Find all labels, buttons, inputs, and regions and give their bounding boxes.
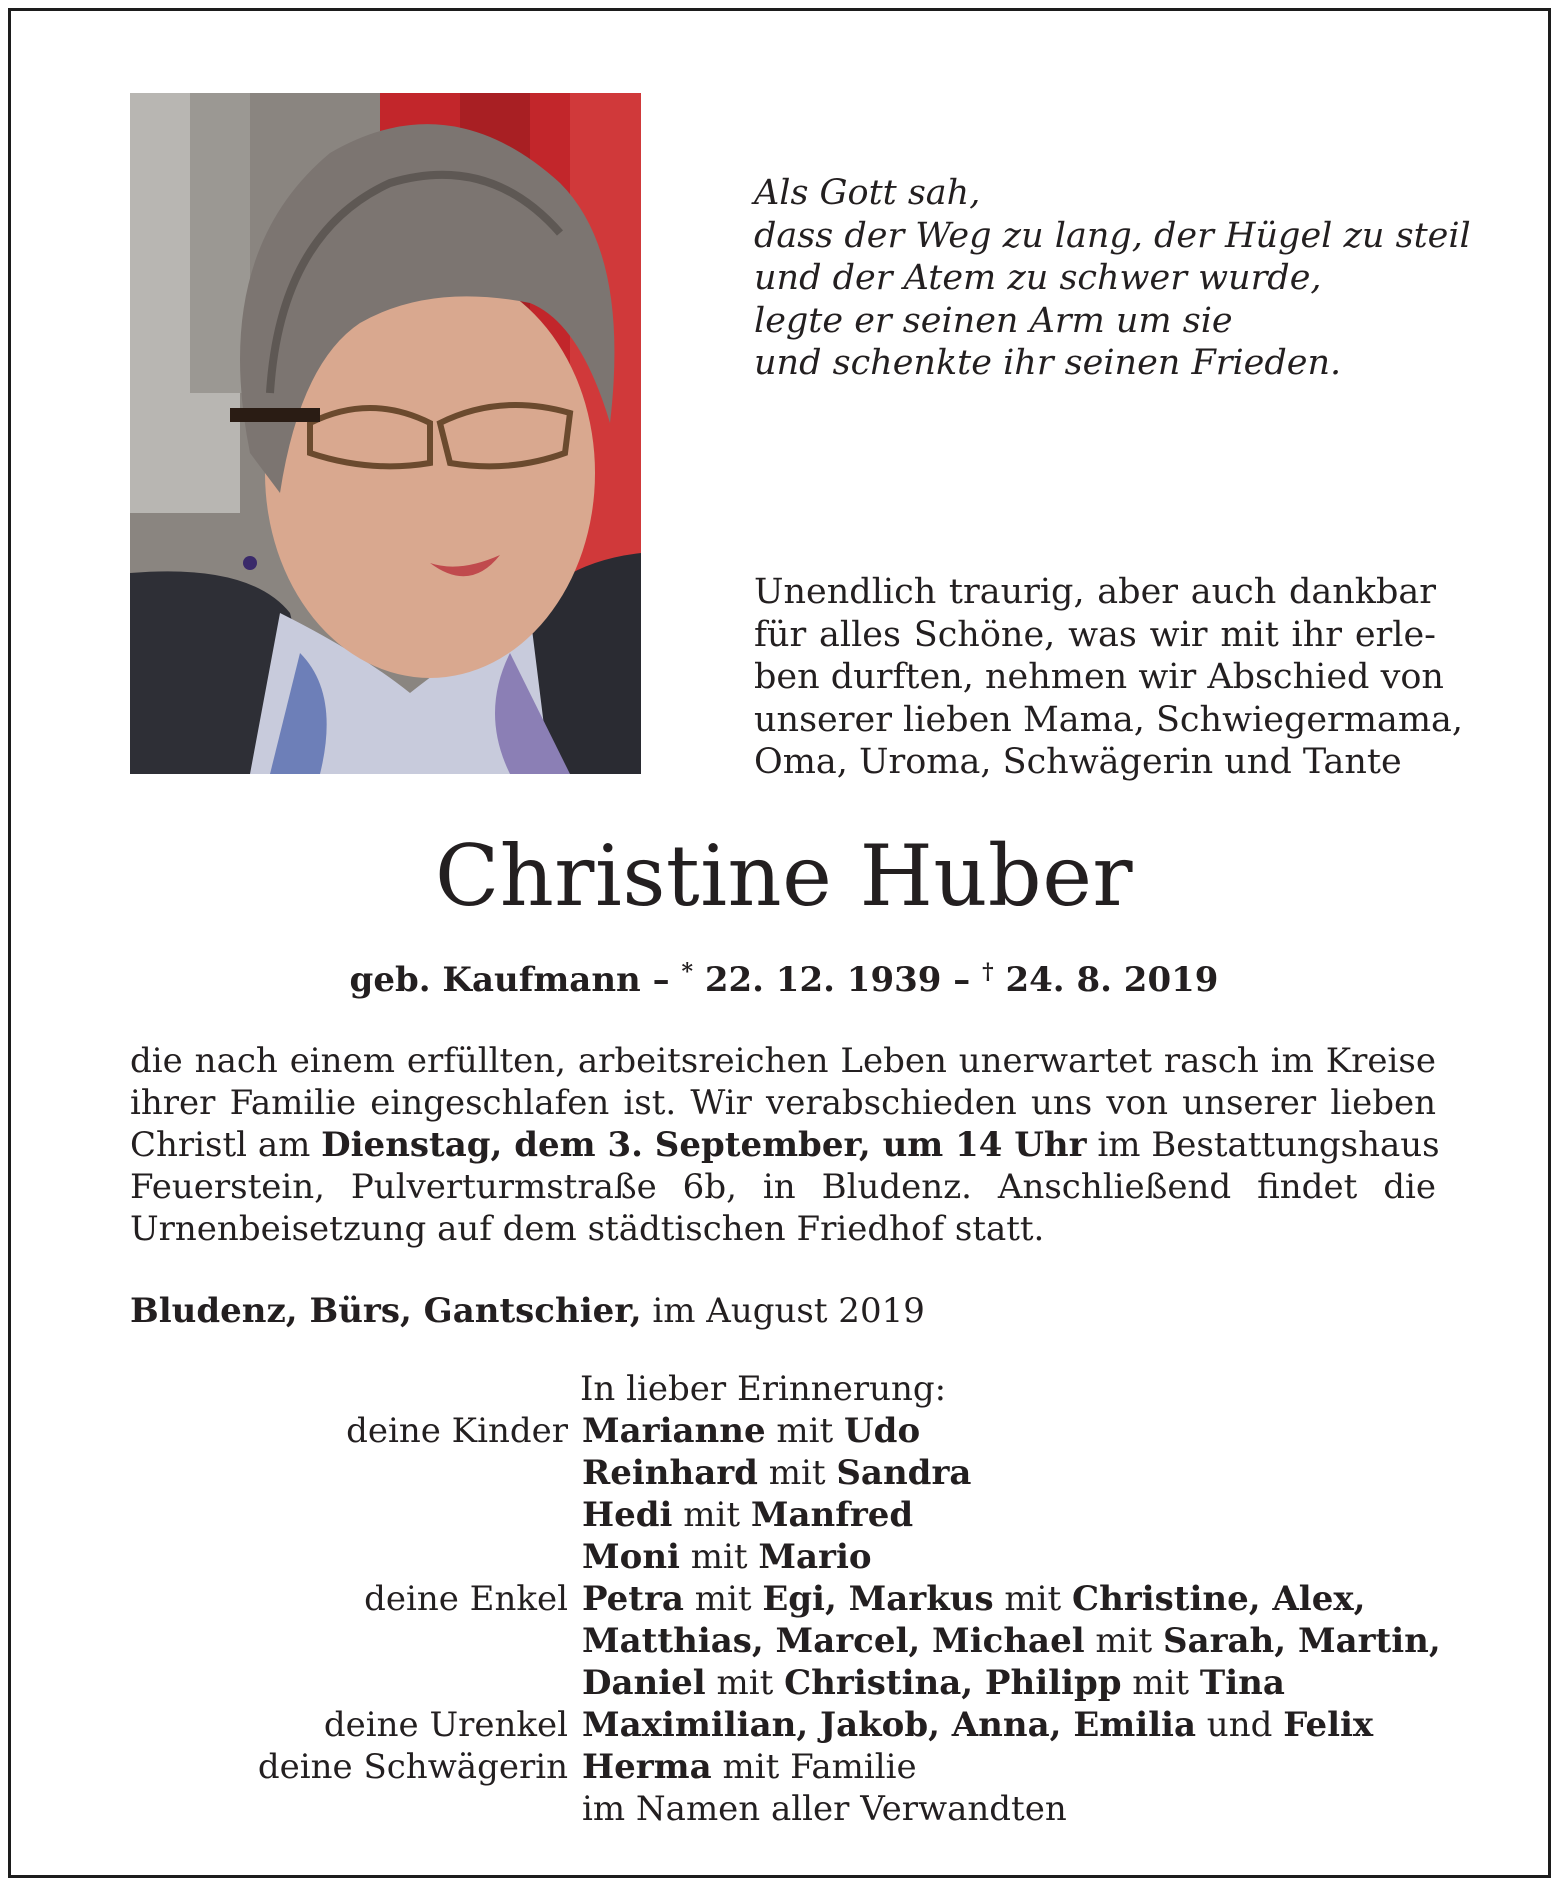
relative-name: Felix [1283, 1705, 1374, 1745]
relative-name: Moni [582, 1537, 680, 1577]
life-dates [0, 950, 1568, 1002]
connector: mit [765, 1411, 845, 1451]
relative-name: Daniel [582, 1663, 706, 1703]
relative-line [582, 1620, 1441, 1662]
intro-line: unserer lieben Mama, Schwiegermama, [754, 699, 1464, 740]
relative-name: Marianne [582, 1411, 766, 1451]
body-text: im Bestattungshaus [1086, 1125, 1440, 1165]
poem-line: und der Atem zu schwer wurde, [754, 258, 1322, 298]
place-date [130, 1289, 925, 1333]
connector: mit [679, 1537, 759, 1577]
relative-name: Matthias, Marcel, Michael [582, 1621, 1085, 1661]
connector: mit [672, 1495, 751, 1535]
body-text: Christl am [130, 1125, 322, 1165]
body-line: die nach einem erfüllten, arbeitsreichen Leben unerwartet rasch im Kreise [130, 1041, 1436, 1081]
relative-name: Hedi [582, 1495, 673, 1535]
body-line: Feuerstein, Pulverturmstraße 6b, in Bludenz. Anschließend findet die [130, 1167, 1436, 1207]
relative-name: Sarah, Martin, [1163, 1621, 1441, 1661]
connector: mit [1121, 1663, 1200, 1703]
relative-line [582, 1410, 920, 1452]
month-year: im August 2019 [641, 1291, 925, 1331]
relative-line [582, 1578, 1365, 1620]
label-schwaegerin: deine Schwägerin [257, 1747, 568, 1787]
poem-line: und schenkte ihr seinen Frieden. [754, 343, 1342, 383]
memory-heading: In lieber Erinnerung: [580, 1369, 947, 1409]
relative-line [582, 1452, 971, 1494]
places: Bludenz, Bürs, Gantschier, [130, 1291, 642, 1331]
relative-name: Mario [758, 1537, 872, 1577]
relative-name: Maximilian, Jakob, Anna, Emilia [582, 1705, 1196, 1745]
connector: mit [705, 1663, 785, 1703]
relative-name: Manfred [750, 1495, 914, 1535]
body-line: Urnenbeisetzung auf dem städtischen Friedhof statt. [130, 1209, 1045, 1249]
intro-line: ben durften, nehmen wir Abschied von [754, 657, 1444, 697]
death-date: 24. 8. 2019 [993, 960, 1219, 1000]
relative-line [582, 1536, 872, 1578]
poem-line: Als Gott sah, [754, 173, 981, 213]
body-line [130, 1124, 1440, 1166]
intro-line: Unendlich traurig, aber auch dankbar [754, 572, 1436, 612]
separator: – [640, 960, 682, 1000]
maiden-name: geb. Kaufmann [349, 960, 641, 1000]
poem [754, 172, 1471, 385]
relative-name: Petra [582, 1579, 684, 1619]
relative-name: Christina, Philipp [784, 1663, 1122, 1703]
deceased-name: Christine Huber [434, 827, 1134, 925]
poem-line: legte er seinen Arm um sie [754, 300, 1233, 341]
connector: mit [1084, 1621, 1164, 1661]
connector: mit [683, 1579, 763, 1619]
intro-line: für alles Schöne, was wir mit ihr erle- [754, 614, 1436, 655]
label-kinder: deine Kinder [346, 1411, 568, 1451]
label-urenkel: deine Urenkel [323, 1705, 568, 1745]
announcement-body [130, 1040, 1440, 1250]
birth-date: 22. 12. 1939 [692, 960, 942, 1000]
relative-name: Christine, Alex, [1072, 1579, 1366, 1619]
relative-line [582, 1746, 917, 1788]
relatives-list [0, 1410, 1568, 1830]
relative-line [582, 1662, 1285, 1704]
intro-line: Oma, Uroma, Schwägerin und Tante [754, 742, 1402, 782]
relative-name: Egi, Markus [762, 1579, 994, 1619]
birth-symbol: * [681, 959, 693, 985]
relative-name: Sandra [836, 1453, 972, 1493]
connector: mit [757, 1453, 837, 1493]
relative-name: Tina [1199, 1663, 1285, 1703]
connector: und [1196, 1705, 1284, 1745]
relative-name: Reinhard [582, 1453, 758, 1493]
portrait-photo [130, 93, 641, 774]
separator: – [941, 960, 983, 1000]
body-line: ihrer Familie eingeschlafen ist. Wir verabschieden uns von unserer lieben [130, 1083, 1436, 1123]
relative-name: Herma [582, 1747, 712, 1787]
relative-line [582, 1494, 913, 1536]
connector: mit Familie [711, 1747, 917, 1787]
relative-name: Udo [844, 1411, 921, 1451]
label-enkel: deine Enkel [364, 1579, 568, 1619]
death-symbol: † [982, 959, 994, 985]
intro-text [754, 571, 1464, 784]
ceremony-datetime: Dienstag, dem 3. September, um 14 Uhr [321, 1125, 1087, 1165]
connector: mit [993, 1579, 1073, 1619]
closing-line: im Namen aller Verwandten [582, 1789, 1067, 1829]
relative-line [582, 1704, 1373, 1746]
poem-line: dass der Weg zu lang, der Hügel zu steil [754, 215, 1471, 256]
